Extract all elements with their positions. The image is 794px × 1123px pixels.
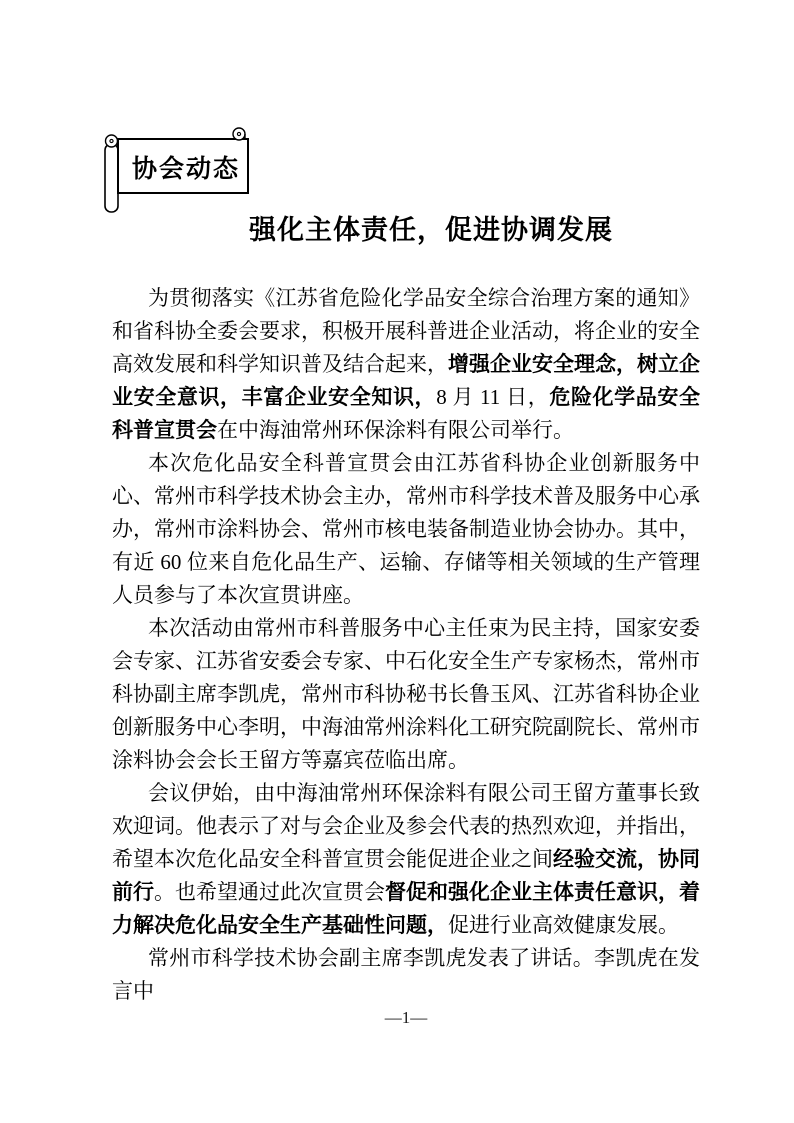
page-number: —1— xyxy=(384,1008,428,1027)
paragraph: 为贯彻落实《江苏省危险化学品安全综合治理方案的通知》 和省科协全委会要求，积极开展科普进企业活动，将企业的安全高效发展和科学知识普及结合起来，增强企业安全理念，树立企业安全意识，丰富企业安全知识，8 月 11 日，危险化学品安全科普宣贯会在中海油常州环保涂料有限公司举行。 xyxy=(112,286,700,442)
section-badge-label: 协会动态 xyxy=(131,156,240,183)
paragraph: 本次活动由常州市科普服务中心主任束为民主持，国家安委会专家、江苏省安委会专家、中石化安全生产专家杨杰，常州市科协副主席李凯虎，常州市科协秘书长鲁玉风、江苏省科协企业创新服务中心李明，中海油常州涂料化工研究院副院长、常州市涂料协会会长王留方等嘉宾莅临出席。 xyxy=(112,616,700,772)
page-title: 强化主体责任，促进协调发展 xyxy=(249,215,613,245)
article-body xyxy=(112,282,700,1008)
paragraph: 本次危化品安全科普宣贯会由江苏省科协企业创新服务中心、常州市科学技术协会主办，常州市科学技术普及服务中心承办，常州市涂料协会、常州市核电装备制造业协会协办。其中，有近 60 位来自危化品生产、运输、存储等相关领域的生产管理人员参与了本次宣贯讲座。 xyxy=(112,451,700,607)
paragraph: 常州市科学技术协会副主席李凯虎发表了讲话。李凯虎在发言中 xyxy=(112,946,700,1003)
section-badge xyxy=(100,126,256,221)
paragraph: 会议伊始，由中海油常州环保涂料有限公司王留方董事长致欢迎词。他表示了对与会企业及参会代表的热烈欢迎，并指出，希望本次危化品安全科普宣贯会能促进企业之间经验交流，协同前行。也希望通过此次宣贯会督促和强化企业主体责任意识，着力解决危化品安全生产基础性问题，促进行业高效健康发展。 xyxy=(112,781,700,937)
